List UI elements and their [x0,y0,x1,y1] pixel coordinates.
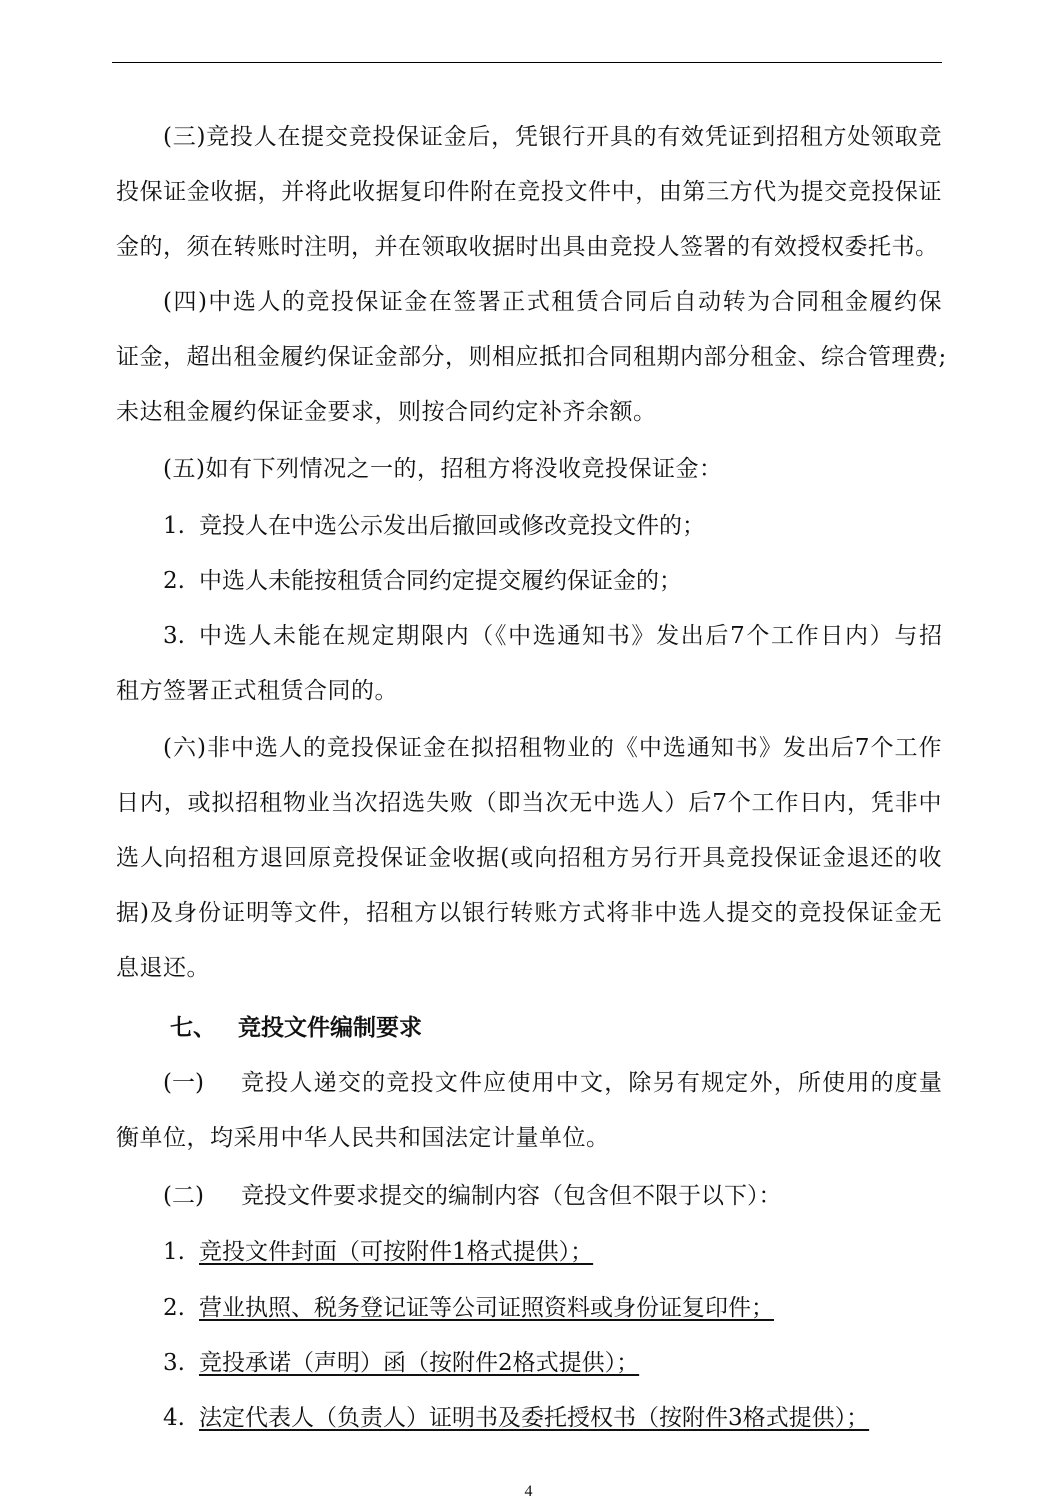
item-number: 2. [163,1295,185,1321]
content-item-3 [163,1347,639,1379]
subsection-2 [163,1180,782,1212]
item-text: 竞投承诺（声明）函（按附件2格式提供）； [199,1350,640,1376]
paragraph-3-line-1: (三)竞投人在提交竞投保证金后，凭银行开具的有效凭证到招租方处领取竞 [163,124,942,150]
content-item-1 [163,1236,593,1268]
item-number: 3. [163,623,185,649]
forfeit-item-1 [163,510,705,542]
paragraph-3-line-2: 投保证金收据，并将此收据复印件附在竞投文件中，由第三方代为提交竞投保证 [116,179,942,205]
section-number: 七、 [170,1015,216,1041]
header-rule [112,62,942,63]
item-number: 2. [163,568,185,594]
item-text: 中选人未能按租赁合同约定提交履约保证金的； [199,568,682,594]
subsection-key: (二) [163,1183,204,1209]
page-number: 4 [524,1483,533,1500]
item-text: 法定代表人（负责人）证明书及委托授权书（按附件3格式提供）； [199,1405,870,1431]
paragraph-4-line-3: 未达租金履约保证金要求，则按合同约定补齐余额。 [116,399,657,425]
paragraph-6-line-4: 据)及身份证明等文件，招租方以银行转账方式将非中选人提交的竞投保证金无 [116,900,942,926]
item-text: 竞投文件封面（可按附件1格式提供）； [199,1239,594,1265]
subsection-1-line-2: 衡单位，均采用中华人民共和国法定计量单位。 [116,1125,610,1151]
paragraph-5: (五)如有下列情况之一的，招租方将没收竞投保证金： [163,456,723,482]
item-text: 中选人未能在规定期限内（《中选通知书》发出后7个工作日内）与招 [199,623,942,649]
item-text: 营业执照、税务登记证等公司证照资料或身份证复印件； [199,1295,774,1321]
paragraph-6-line-1: (六)非中选人的竞投保证金在拟招租物业的《中选通知书》发出后7个工作 [163,735,942,761]
item-number: 1. [163,513,185,539]
content-item-2 [163,1292,774,1324]
paragraph-6-line-3: 选人向招租方退回原竞投保证金收据(或向招租方另行开具竞投保证金退还的收 [116,845,942,871]
paragraph-4-line-2: 证金，超出租金履约保证金部分，则相应抵扣合同租期内部分租金、综合管理费; [116,344,947,370]
item-number: 3. [163,1350,185,1376]
subsection-1 [163,1067,942,1099]
item-number: 1. [163,1239,185,1265]
section-7-heading [170,1012,422,1044]
subsection-text: 竞投人递交的竞投文件应使用中文，除另有规定外，所使用的度量 [241,1070,942,1096]
forfeit-item-3 [163,620,942,652]
forfeit-item-3-continued: 租方签署正式租赁合同的。 [116,678,398,704]
paragraph-3-line-3: 金的，须在转账时注明，并在领取收据时出具由竞投人签署的有效授权委托书。 [116,234,939,260]
paragraph-4-line-1: (四)中选人的竞投保证金在签署正式租赁合同后自动转为合同租金履约保 [163,289,942,315]
subsection-key: (一) [163,1070,204,1096]
content-item-4 [163,1402,869,1434]
paragraph-6-line-2: 日内，或拟招租物业当次招选失败（即当次无中选人）后7个工作日内，凭非中 [116,790,942,816]
item-number: 4. [163,1405,185,1431]
paragraph-6-line-5: 息退还。 [116,955,210,981]
forfeit-item-2 [163,565,682,597]
item-text: 竞投人在中选公示发出后撤回或修改竞投文件的； [199,513,705,539]
section-title: 竞投文件编制要求 [238,1015,422,1041]
subsection-text: 竞投文件要求提交的编制内容（包含但不限于以下）： [241,1183,782,1209]
